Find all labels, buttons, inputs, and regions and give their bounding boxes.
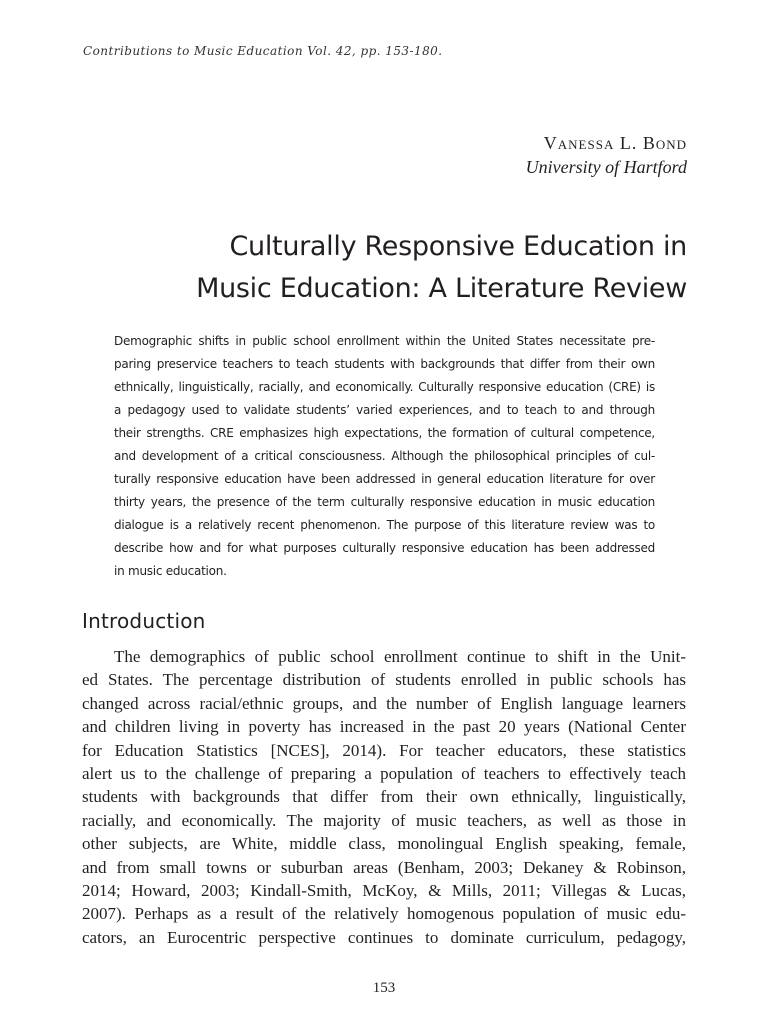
abstract-line: turally responsive education have been addressed in general education literature for over	[114, 472, 655, 486]
author-affiliation: University of Hartford	[525, 157, 687, 177]
abstract	[114, 330, 655, 583]
abstract-line: ethnically, linguistically, racially, and economically. Culturally responsive education (CRE) is	[114, 380, 655, 394]
body-paragraph	[82, 645, 686, 949]
body-line: 2014; Howard, 2003; Kindall-Smith, McKoy, & Mills, 2011; Villegas & Lucas,	[82, 881, 686, 901]
body-line: and from small towns or suburban areas (Benham, 2003; Dekaney & Robinson,	[82, 857, 686, 877]
body-line: 2007). Perhaps as a result of the relatively homogenous population of music edu-	[82, 904, 686, 924]
body-line: cators, an Eurocentric perspective continues to dominate curriculum, pedagogy,	[82, 927, 686, 947]
page-number: 153	[372, 980, 396, 996]
body-line: other subjects, are White, middle class, monolingual English speaking, female,	[82, 834, 686, 854]
abstract-line: describe how and for what purposes culturally responsive education has been addressed	[114, 541, 655, 555]
running-head: Contributions to Music Education Vol. 42, pp. 153-180.	[83, 44, 443, 58]
abstract-line: in music education.	[114, 564, 227, 578]
abstract-line: thirty years, the presence of the term culturally responsive education in music education	[114, 495, 655, 509]
body-line: changed across racial/ethnic groups, and the number of English language learners	[82, 693, 686, 713]
body-line: racially, and economically. The majority of music teachers, as well as those in	[82, 810, 686, 830]
abstract-line: dialogue is a relatively recent phenomenon. The purpose of this literature review was to	[114, 518, 655, 532]
body-line: for Education Statistics [NCES], 2014). For teacher educators, these statistics	[82, 740, 686, 760]
abstract-line: their strengths. CRE emphasizes high expectations, the formation of cultural competence,	[114, 426, 655, 440]
abstract-line: Demographic shifts in public school enrollment within the United States necessitate pre-	[114, 334, 655, 348]
body-line: students with backgrounds that differ from their own ethnically, linguistically,	[82, 787, 686, 807]
title-line-2: Music Education: A Literature Review	[196, 273, 687, 304]
abstract-line: and development of a critical consciousness. Although the philosophical principles of cul-	[114, 449, 655, 463]
body-line: alert us to the challenge of preparing a population of teachers to effectively teach	[82, 764, 686, 784]
body-line: The demographics of public school enrollment continue to shift in the Unit-	[114, 647, 686, 666]
title-line-1: Culturally Responsive Education in	[229, 231, 687, 262]
body-line: ed States. The percentage distribution of students enrolled in public schools has	[82, 670, 686, 690]
section-heading-introduction: Introduction	[82, 609, 206, 633]
article-title	[67, 226, 687, 310]
author-block	[526, 131, 687, 179]
abstract-line: paring preservice teachers to teach students with backgrounds that differ from their own	[114, 357, 655, 371]
abstract-line: a pedagogy used to validate students’ varied experiences, and to teach to and through	[114, 403, 655, 417]
author-name: Vanessa L. Bond	[543, 133, 687, 153]
body-line: and children living in poverty has increased in the past 20 years (National Center	[82, 717, 686, 737]
